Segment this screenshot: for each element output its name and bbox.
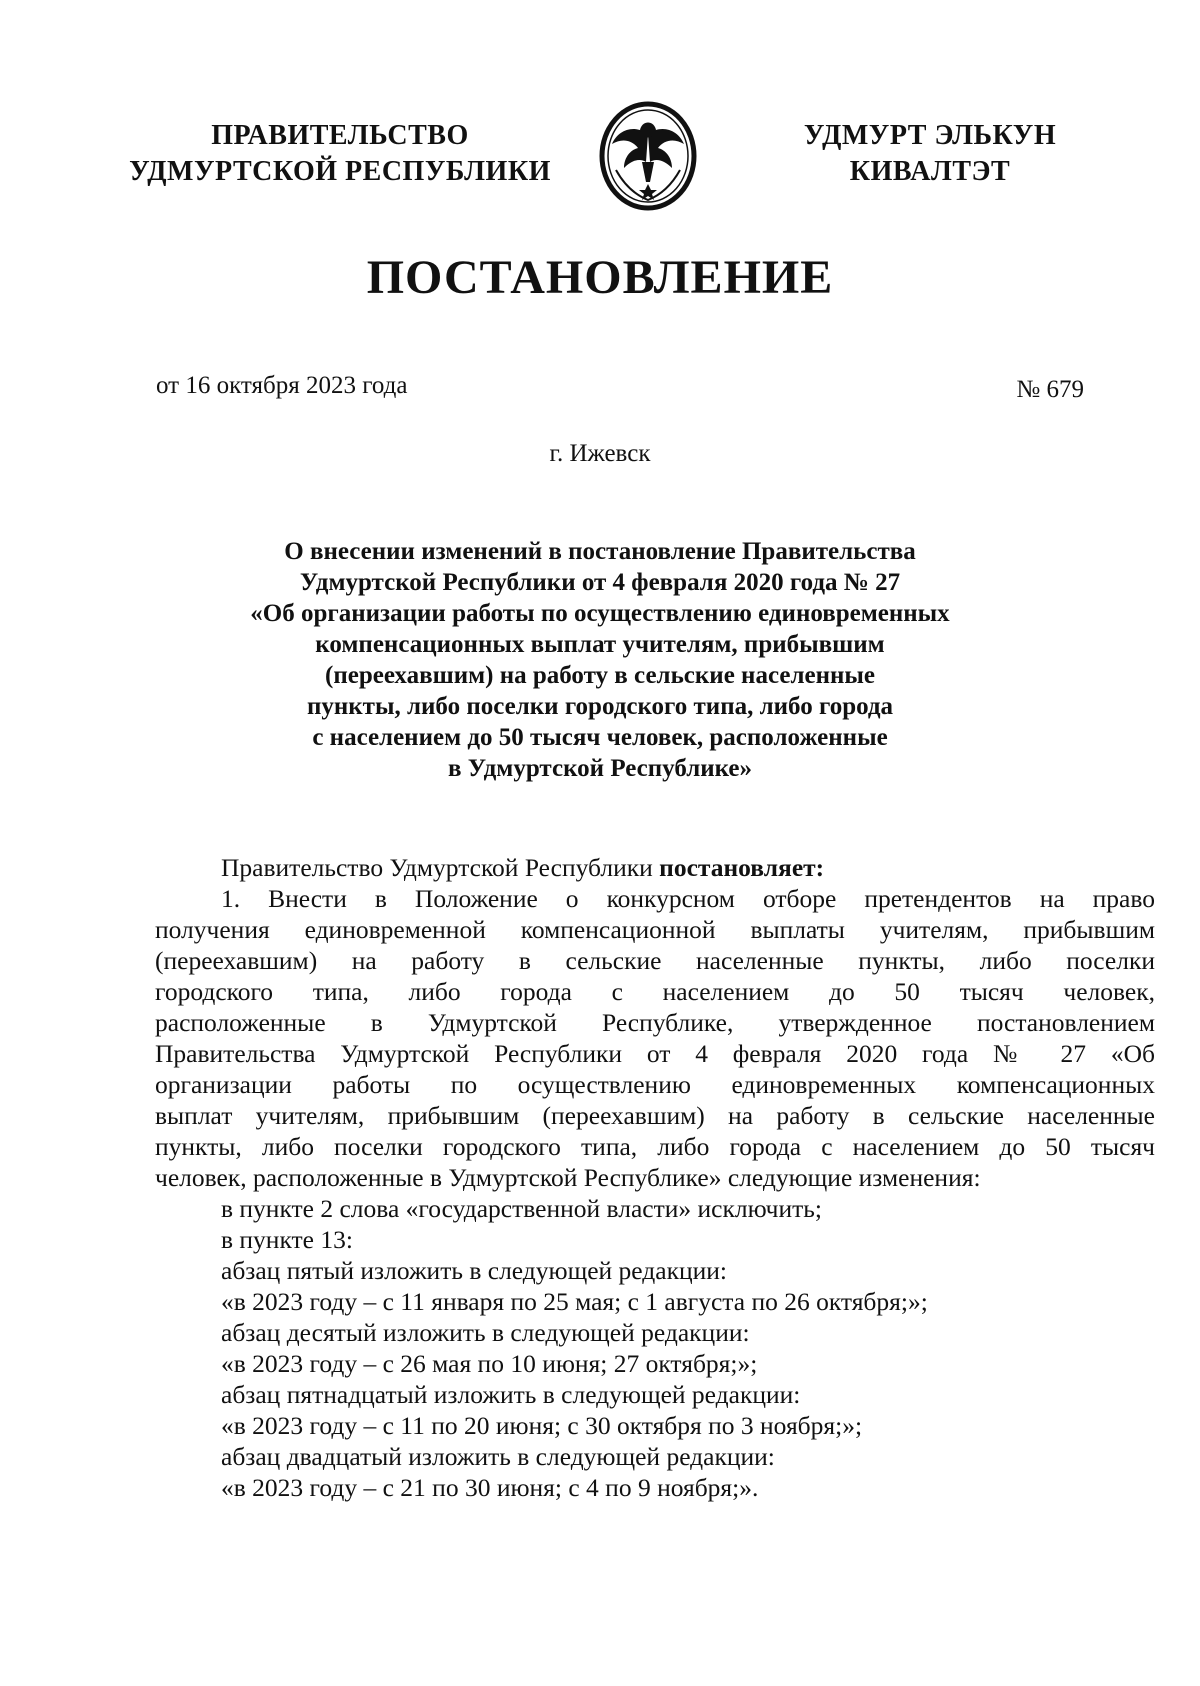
government-name-udmurt-line-1: УДМУРТ ЭЛЬКУН [803, 120, 1057, 151]
paragraph-line: человек, расположенные в Удмуртской Республике» следующие изменения: [155, 1163, 981, 1192]
paragraph-line: расположенные в Удмуртской Республике, утвержденное постановлением [155, 1008, 1155, 1037]
amendment-line: абзац двадцатый изложить в следующей редакции: [221, 1442, 775, 1471]
paragraph-line: городского типа, либо города с населением до 50 тысяч человек, [155, 977, 1155, 1006]
document-city: г. Ижевск [549, 440, 651, 467]
title-line: с населением до 50 тысяч человек, расположенные [312, 724, 888, 751]
title-line: пункты, либо поселки городского типа, либо города [306, 693, 894, 720]
government-name-russian [110, 118, 570, 190]
title-line: (переехавшим) на работу в сельские населенные [325, 662, 875, 689]
intro-text: Правительство Удмуртской Республики [221, 853, 660, 882]
amendment-line: в пункте 13: [221, 1225, 353, 1254]
document-body [155, 852, 1155, 1503]
title-line: Удмуртской Республики от 4 февраля 2020 года № 27 [299, 569, 901, 596]
title-line: в Удмуртской Республике» [447, 755, 753, 782]
government-name-udmurt [770, 118, 1090, 190]
amendment-line: абзац пятнадцатый изложить в следующей редакции: [221, 1380, 801, 1409]
amendment-line: «в 2023 году – с 26 мая по 10 июня; 27 октября;»; [221, 1349, 758, 1378]
paragraph-line: получения единовременной компенсационной выплаты учителям, прибывшим [155, 915, 1155, 944]
paragraph-line: организации работы по осуществлению единовременных компенсационных [155, 1070, 1155, 1099]
title-line: компенсационных выплат учителям, прибывшим [315, 631, 885, 658]
amendment-line: в пункте 2 слова «государственной власти» исключить; [221, 1194, 822, 1223]
amendment-line: абзац пятый изложить в следующей редакции: [221, 1256, 727, 1285]
amendment-line: «в 2023 году – с 11 по 20 июня; с 30 октября по 3 ноября;»; [221, 1411, 863, 1440]
amendment-line: «в 2023 году – с 11 января по 25 мая; с 1 августа по 26 октября;»; [221, 1287, 928, 1316]
paragraph-line: пункты, либо поселки городского типа, либо города с населением до 50 тысяч [155, 1132, 1155, 1161]
document-date: от 16 октября 2023 года [156, 372, 408, 399]
government-name-line-1: ПРАВИТЕЛЬСТВО [211, 120, 469, 151]
intro-decree-word: постановляет: [659, 853, 825, 882]
paragraph-line: 1. Внести в Положение о конкурсном отборе претендентов на право [221, 884, 1155, 913]
paragraph-line: выплат учителям, прибывшим (переехавшим) на работу в сельские населенные [155, 1101, 1155, 1130]
title-line: О внесении изменений в постановление Правительства [284, 538, 916, 565]
government-name-line-2: УДМУРТСКОЙ РЕСПУБЛИКИ [129, 156, 551, 187]
amendment-line: абзац десятый изложить в следующей редакции: [221, 1318, 750, 1347]
document-type-heading: ПОСТАНОВЛЕНИЕ [366, 251, 834, 304]
paragraph-line: (переехавшим) на работу в сельские населенные пункты, либо поселки [155, 946, 1155, 975]
title-line: «Об организации работы по осуществлению единовременных [250, 600, 950, 627]
paragraph-line: Правительства Удмуртской Республики от 4 февраля 2020 года № 27 «Об [155, 1039, 1155, 1068]
document-title [160, 536, 1040, 784]
intro-line [155, 852, 1155, 883]
amendment-line: «в 2023 году – с 21 по 30 июня; с 4 по 9 ноября;». [221, 1473, 759, 1502]
government-name-udmurt-line-2: КИВАЛТЭТ [849, 156, 1011, 187]
udmurtia-emblem-icon [596, 100, 700, 212]
document-number: № 679 [1016, 376, 1084, 403]
